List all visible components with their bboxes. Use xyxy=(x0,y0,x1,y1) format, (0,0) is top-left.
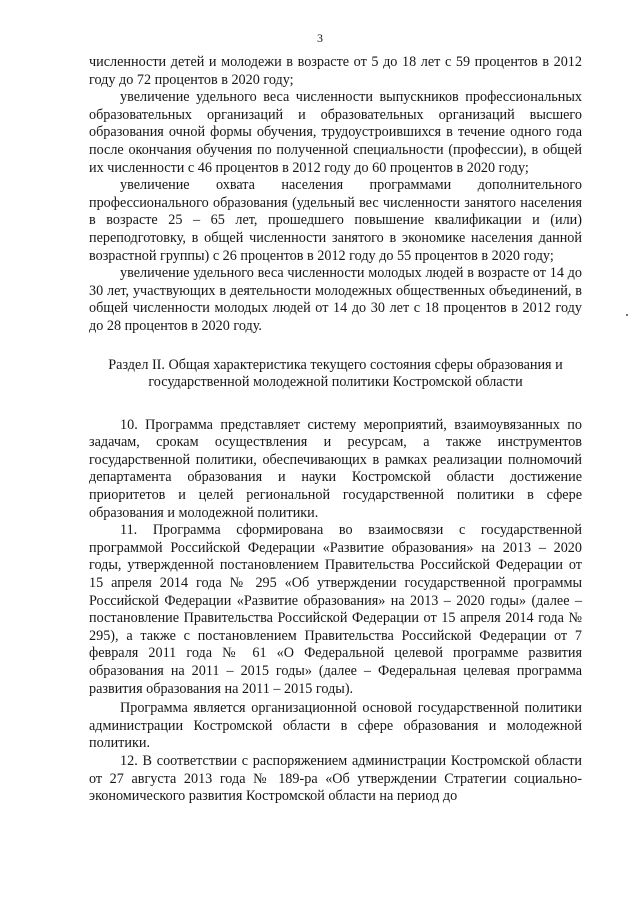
paragraph-12: 12. В соответствии с распоряжением администрации Костромской области от 27 августа 2013 года № 189-ра «Об утверждении Стратегии социально-экономического развития Костромской области на период до xyxy=(89,752,582,805)
paragraph-program-basis: Программа является организационной основой государственной политики администрации Костромской области в сфере образования и молодежной политики. xyxy=(89,700,582,752)
section-heading: Раздел II. Общая характеристика текущего состояния сферы образования и государственной молодежной политики Костромской области xyxy=(108,356,563,391)
document-body xyxy=(89,54,582,806)
paragraph-11: 11. Программа сформирована во взаимосвязи с государственной программой Российской Федерации «Развитие образования» на 2013 – 2020 годы, утвержденной постановлением Правительства Российской Федерации от 15 апреля 2014 года № 295 «Об утверждении государственной программы Российской Федерации «Развитие образования» на 2013 – 2020 годы» (далее – постановление Правительства Российской Федерации от 15 апреля 2014 года № 295), а также с постановлением Правительства Российской Федерации от 7 февраля 2011 года № 61 «О Федеральной целевой программе развития образования на 2011 – 2015 годы» (далее – Федеральная целевая программа развития образования на 2011 – 2015 годы). xyxy=(89,522,582,697)
paragraph-youth-associations: увеличение удельного веса численности молодых людей в возрасте от 14 до 30 лет, участвующих в деятельности молодежных общественных объединений, в общей численности молодых людей от 14 до 30 лет с 18 процентов в 2012 году до 28 процентов в 2020 году. xyxy=(89,265,582,334)
page-number: 3 xyxy=(317,31,323,45)
paragraph-continuation: численности детей и молодежи в возрасте от 5 до 18 лет с 59 процентов в 2012 году до 72 процентов в 2020 году; xyxy=(89,54,582,88)
paragraph-10: 10. Программа представляет систему мероприятий, взаимоувязанных по задачам, срокам осуществления и ресурсам, а также инструментов государственной политики, обеспечивающих в рамках реализации полномочий департамента образования и науки Костромской области достижение приоритетов и целей региональной государственной политики в сфере образования и молодежной политики. xyxy=(89,416,582,521)
paragraph-graduates-employment: увеличение удельного веса численности выпускников профессиональных образовательных организаций и образовательных организаций высшего образования очной формы обучения, трудоустроившихся в течение одного года после окончания обучения по полученной специальности (профессии), в общей их численности с 46 процентов в 2012 году до 60 процентов в 2020 году; xyxy=(89,89,582,176)
scan-mark xyxy=(626,314,628,316)
paragraph-additional-education: увеличение охвата населения программами дополнительного профессионального образования (удельный вес численности занятого населения в возрасте 25 – 65 лет, прошедшего повышение квалификации и (или) переподготовку, в общей численности занятого в экономике населения данной возрастной группы) с 26 процентов в 2012 году до 55 процентов в 2020 году; xyxy=(89,177,582,264)
